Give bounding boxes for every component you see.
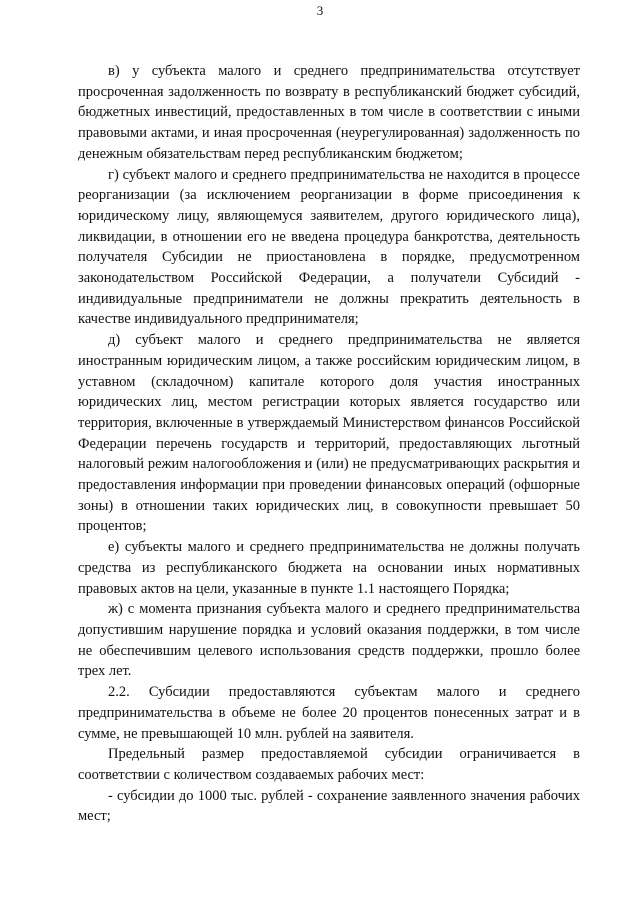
page-number: 3: [316, 3, 324, 18]
document-body: [78, 61, 580, 827]
paragraph-e-no-other-funds: е) субъекты малого и среднего предпринимательства не должны получать средства из республиканского бюджета на основании иных нормативных правовых актов на цели, указанные в пункте 1.1 настоящего Порядка;: [78, 539, 580, 597]
paragraph-g-no-reorganization: г) субъект малого и среднего предпринимательства не находится в процессе реорганизации (за исключением реорганизации в форме присоединения к юридическому лицу, являющемуся заявителем, другого юридического лица), ликвидации, в отношении его не введена процедура банкротства, деятельность получателя Субсидии не приостановлена в порядке, предусмотренном законодательством Российской Федерации, а получатели Субсидий - индивидуальные предприниматели не должны прекратить деятельность в качестве индивидуального предпринимателя;: [78, 166, 580, 328]
paragraph-v-no-debt: в) у субъекта малого и среднего предпринимательства отсутствует просроченная задолженность по возврату в республиканский бюджет субсидий, бюджетных инвестиций, предоставленных в том числе в соответствии с иными правовыми актами, и иная просроченная (неурегулированная) задолженность по денежным обязательствам перед республиканским бюджетом;: [78, 63, 580, 162]
paragraph-limit-by-jobs: Предельный размер предоставляемой субсидии ограничивается в соответствии с количеством создаваемых рабочих мест:: [78, 746, 580, 783]
paragraph-2-2-subsidy-amount: 2.2. Субсидии предоставляются субъектам малого и среднего предпринимательства в объеме не более 20 процентов понесенных затрат и в сумме, не превышающей 10 млн. рублей на заявителя.: [78, 684, 580, 742]
paragraph-zh-three-years: ж) с момента признания субъекта малого и среднего предпринимательства допустившим нарушение порядка и условий оказания поддержки, в том числе не обеспечившим целевого использования средств поддержки, прошло более трех лет.: [78, 601, 580, 680]
paragraph-d-not-foreign-entity: д) субъект малого и среднего предпринимательства не является иностранным юридическим лицом, а также российским юридическим лицом, в уставном (складочном) капитале которого доля участия иностранных юридических лиц, местом регистрации которых является государство или территория, включенные в утверждаемый Министерством финансов Российской Федерации перечень государств и территорий, предоставляющих льготный налоговый режим налогообложения и (или) не предусматривающих раскрытия и предоставления информации при проведении финансовых операций (офшорные зоны) в отношении таких юридических лиц, в совокупности превышает 50 процентов;: [78, 332, 580, 535]
paragraph-jobs-retention: - субсидии до 1000 тыс. рублей - сохранение заявленного значения рабочих мест;: [78, 787, 580, 825]
